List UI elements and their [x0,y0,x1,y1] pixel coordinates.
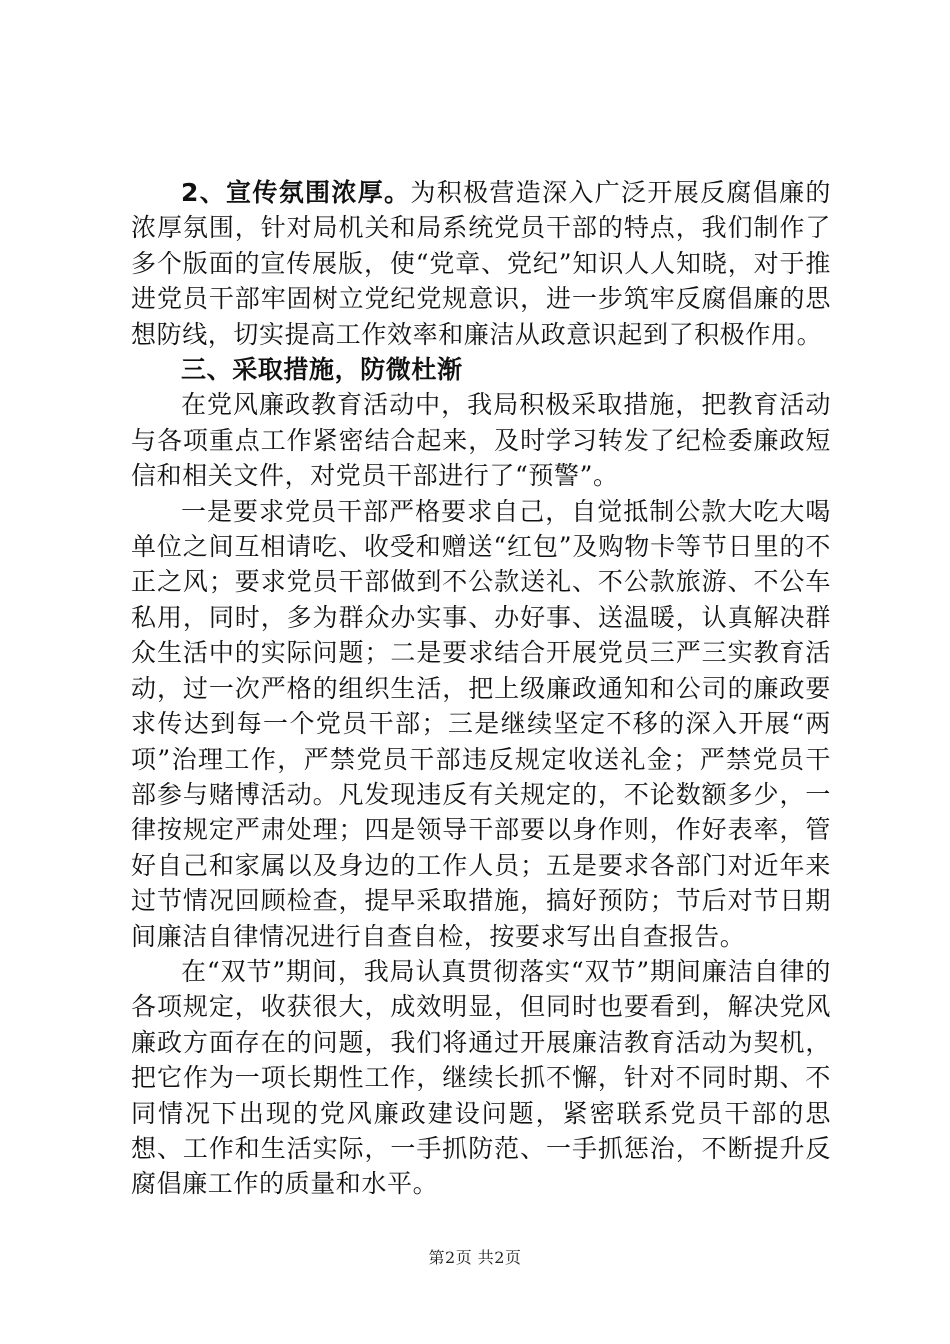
page-number-footer: 第2页 共2页 [428,1248,522,1267]
paragraph-conclusion: 在“双节”期间，我局认真贯彻落实“双节”期间廉洁自律的各项规定，收获很大，成效明显，但同时也要看到，解决党风廉政方面存在的问题，我们将通过开展廉洁教育活动为契机，把它作为一项长期性工作，继续长抓不懈，针对不同时期、不同情况下出现的党风廉政建设问题，紧密联系党员干部的思想、工作和生活实际，一手抓防范、一手抓惩治，不断提升反腐倡廉工作的质量和水平。 [131,956,831,1199]
paragraph-publicity-text: 为积极营造深入广泛开展反腐倡廉的浓厚氛围，针对局机关和局系统党员干部的特点，我们制作了多个版面的宣传展版，使“党章、党纪”知识人人知晓，对于推进党员干部牢固树立党纪党规意识，进一步筑牢反腐倡廉的思想防线，切实提高工作效率和廉洁从政意识起到了积极作用。 [131,178,832,349]
paragraph-measures-intro: 在党风廉政教育活动中，我局积极采取措施，把教育活动与各项重点工作紧密结合起来，及时学习转发了纪检委廉政短信和相关文件，对党员干部进行了“预警”。 [131,390,831,491]
document-body [131,175,831,1202]
paragraph-lead-heading: 2、宣传氛围浓厚。 [181,178,411,207]
paragraph-measures-list: 一是要求党员干部严格要求自己，自觉抵制公款大吃大喝单位之间互相请吃、收受和赠送“红包”及购物卡等节日里的不正之风；要求党员干部做到不公款送礼、不公款旅游、不公车私用，同时，多为群众办实事、办好事、送温暖，认真解决群众生活中的实际问题；二是要求结合开展党员三严三实教育活动，过一次严格的组织生活，把上级廉政通知和公司的廉政要求传达到每一个党员干部；三是继续坚定不移的深入开展“两项”治理工作，严禁党员干部违反规定收送礼金；严禁党员干部参与赌博活动。凡发现违反有关规定的，不论数额多少，一律按规定严肃处理；四是领导干部要以身作则，作好表率，管好自己和家属以及身边的工作人员；五是要求各部门对近年来过节情况回顾检查，提早采取措施，搞好预防；节后对节日期间廉洁自律情况进行自查自检，按要求写出自查报告。 [131,496,831,951]
section-heading: 三、采取措施，防微杜渐 [181,355,463,385]
paragraph-publicity [131,175,831,352]
